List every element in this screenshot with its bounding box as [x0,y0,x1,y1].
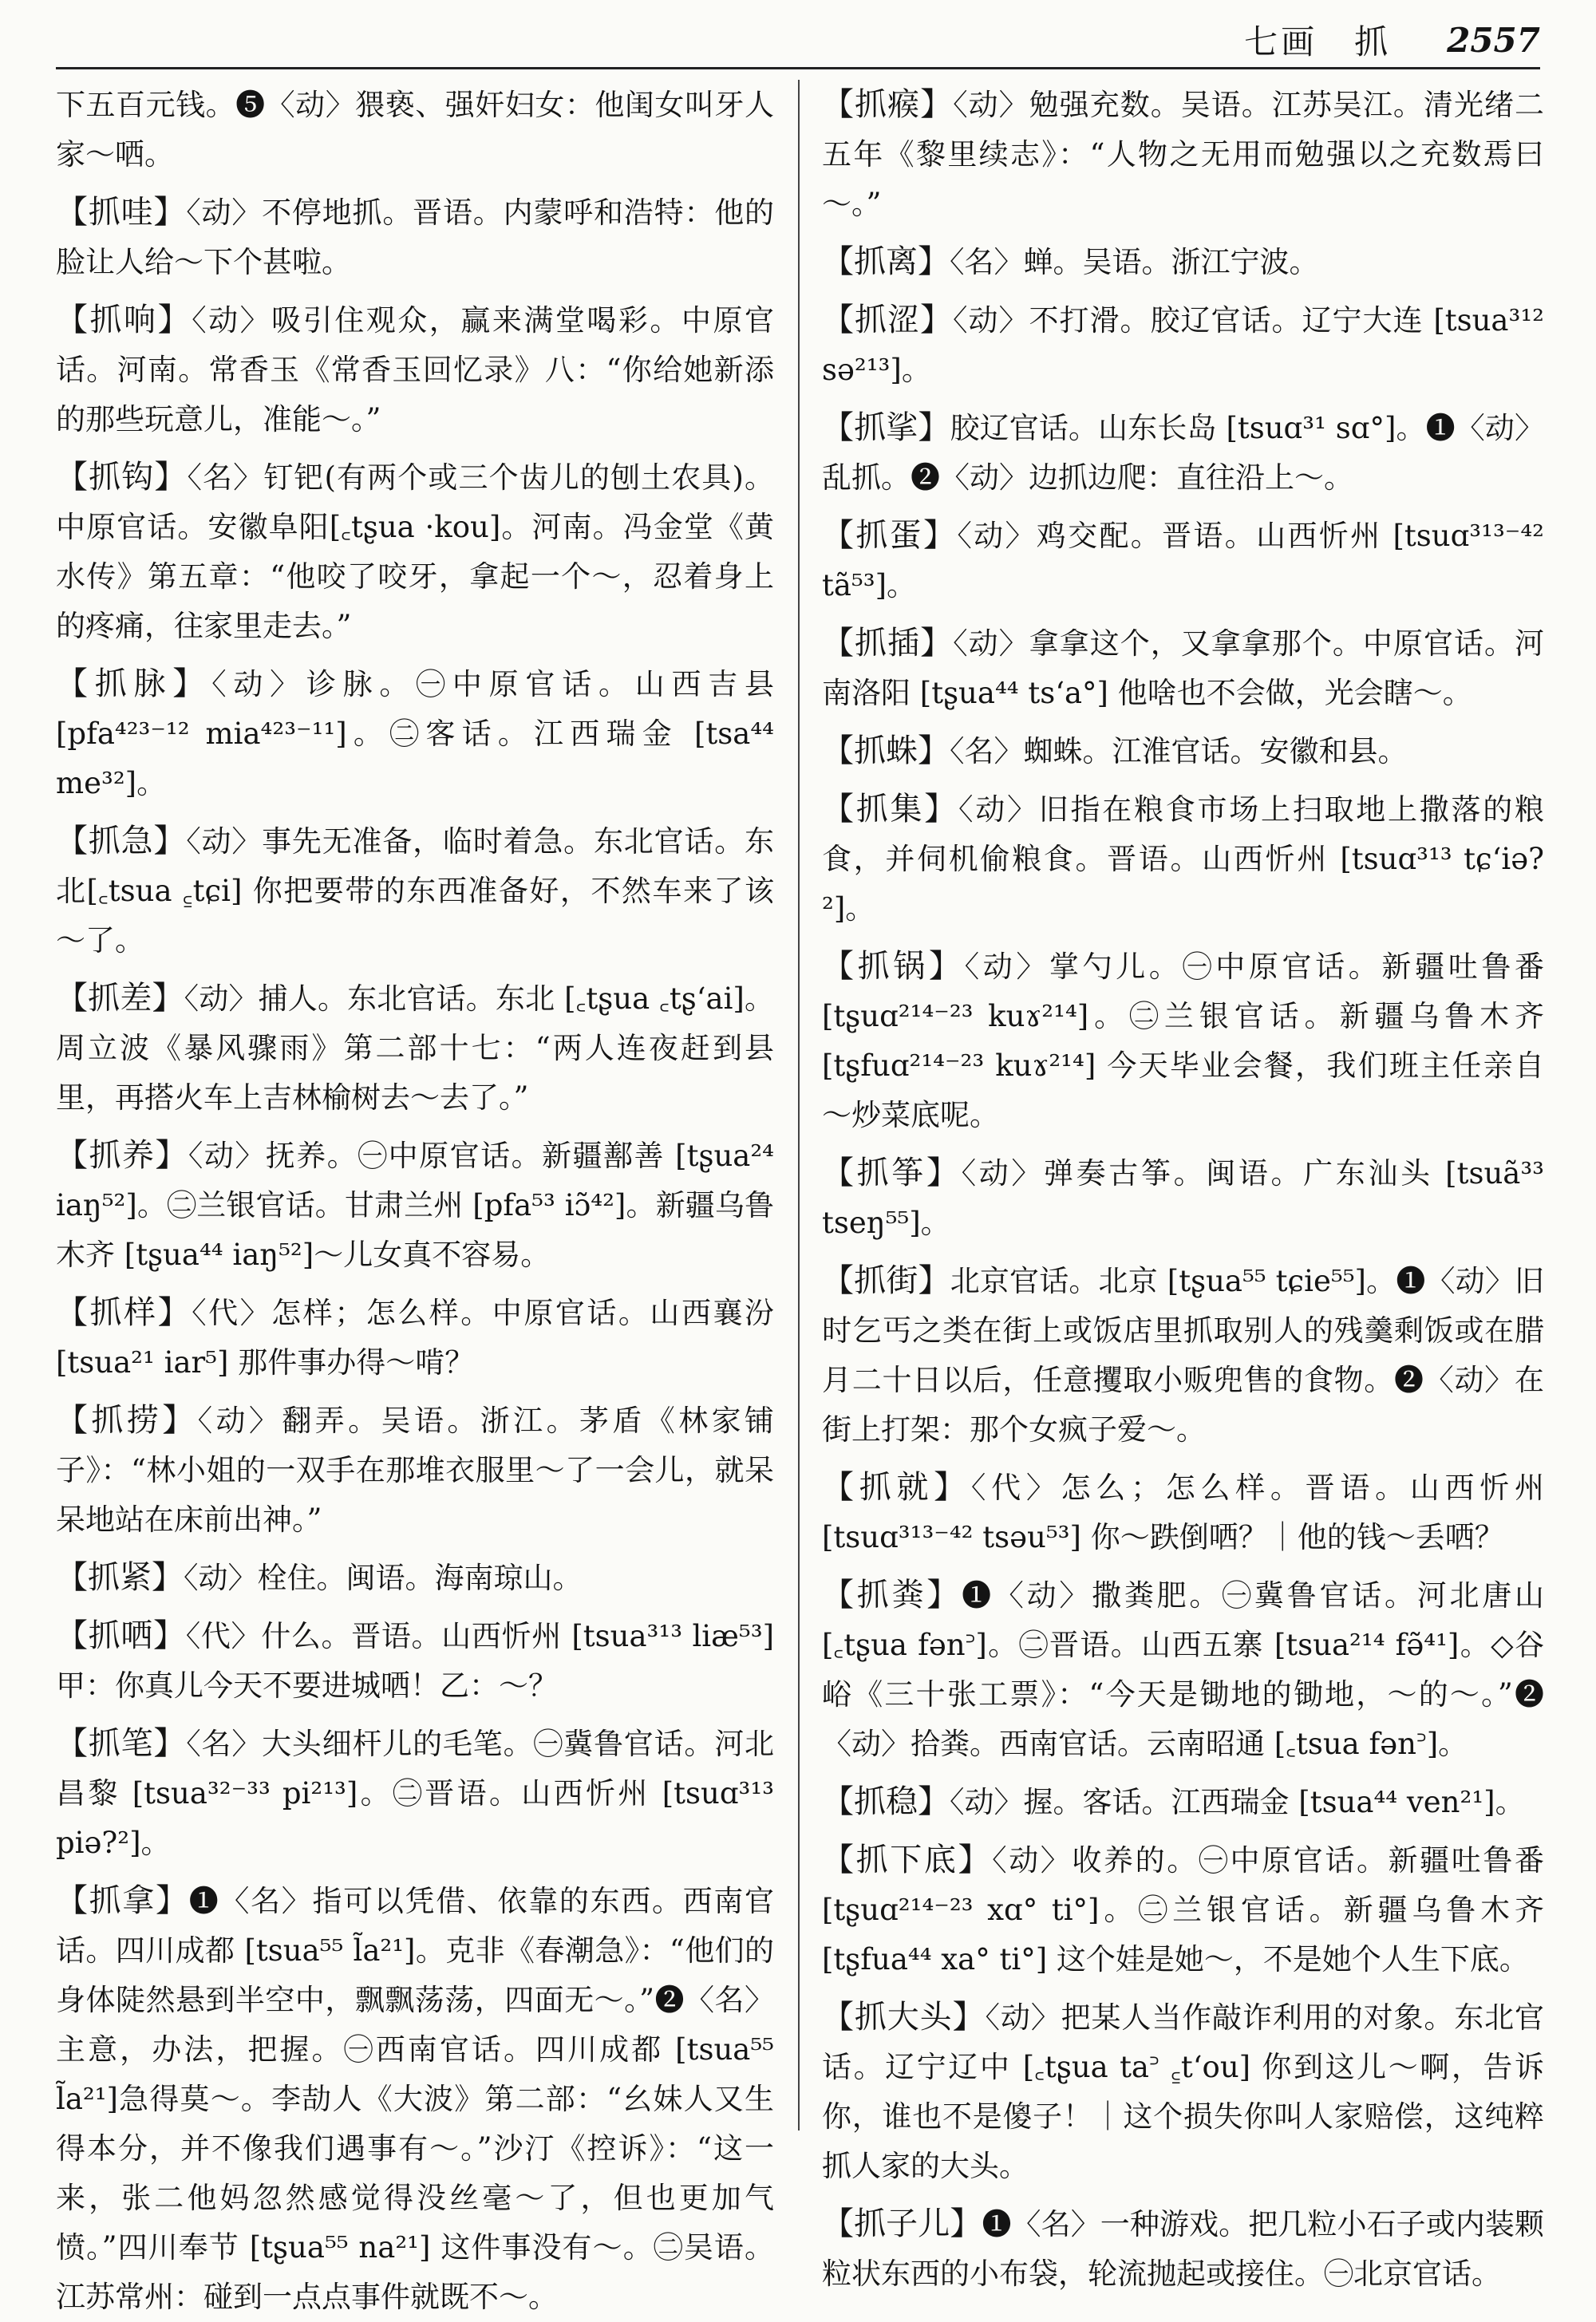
dictionary-entry [56,1876,774,2322]
entry-body: 〈动〉事先无准备，临时着急。东北官话。东北[꜀tsua ꜁tɕi] 你把要带的东西准备好，不然车来了该～了。 [56,824,775,958]
entry-headword: 【抓蛋】 [822,517,958,554]
entry-body: 〈动〉鸡交配。晋语。山西忻州 [tsuɑ³¹³⁻⁴² tã⁵³]。 [822,519,1544,602]
entry-headword: 【抓捞】 [56,1402,198,1439]
entry-headword: 【抓子儿】 [822,2206,982,2242]
dictionary-entry [822,403,1544,503]
entry-body: 〈代〉怎么；怎么样。晋语。山西忻州 [tsuɑ³¹³⁻⁴² tsəu⁵³] 你～跌倒哂？｜他的钱～丢哂？ [822,1471,1545,1554]
entry-headword: 【抓钩】 [56,459,188,496]
dictionary-entry [822,1835,1544,1984]
entry-headword: 【抓哇】 [56,194,187,231]
dictionary-entry [56,1553,774,1603]
entry-headword: 【抓离】 [822,243,950,280]
entry-body: 〈动〉旧指在粮食市场上扫取地上撒落的粮食，并伺机偷粮食。晋语。山西忻州 [tsuɑ³¹³ tɕ‘iə?²]。 [822,792,1544,926]
dictionary-entry [822,1256,1544,1455]
dictionary-entry [822,726,1544,776]
entry-headword: 【抓挲】 [822,409,950,446]
entry-headword: 【抓差】 [56,980,184,1017]
page-number: 2557 [1447,20,1540,60]
entry-headword: 【抓大头】 [822,1999,986,2036]
dictionary-entry [56,452,774,651]
entry-body: 〈名〉钉钯(有两个或三个齿儿的刨土农具)。中原官话。安徽阜阳[꜀tʂua ·kou]。河南。冯金堂《黄水传》第五章：“他咬了咬牙，拿起一个～，忍着身上的疼痛，往家里走去。” [56,460,774,643]
entry-headword: 【抓响】 [56,302,192,338]
entry-body: 〈动〉抚养。㊀中原官话。新疆鄯善 [tʂua²⁴ iaŋ⁵²]。㊁兰银官话。甘肃兰州 [pfa⁵³ iɔ̃⁴²]。新疆乌鲁木齐 [tʂua⁴⁴ iaŋ⁵²]～儿女真不容易。 [56,1139,775,1272]
entry-body: 北京官话。北京 [tʂua⁵⁵ tɕie⁵⁵]。❶〈动〉旧时乞丐之类在街上或饭店里抓取别人的残羹剩饭或在腊月二十日以后，任意攫取小贩兜售的食物。❷〈动〉在街上打架：那个女疯子爱～。 [822,1264,1545,1447]
entry-body: 〈代〉怎样；怎么样。中原官话。山西襄汾 [tsua²¹ iar⁵] 那件事办得～啃？ [56,1296,775,1380]
dictionary-entry [56,80,774,180]
dictionary-entry [56,1611,774,1711]
dictionary-entry [822,1777,1544,1827]
dictionary-entry [822,80,1544,229]
entry-headword: 【抓锅】 [822,948,965,985]
dictionary-entry [56,973,774,1123]
entry-headword: 【抓哂】 [56,1617,186,1654]
entry-body: 〈动〉收养的。㊀中原官话。新疆吐鲁番 [tʂuɑ²¹⁴⁻²³ xɑ° ti°]。㊁兰银官话。新疆乌鲁木齐 [tʂfua⁴⁴ xa° ti°] 这个娃是她～，不是她个人生下底。 [822,1843,1545,1976]
entry-body: 〈代〉什么。晋语。山西忻州 [tsua³¹³ liæ⁵³] 甲：你真儿今天不要进城哂！乙：～？ [56,1619,774,1703]
dictionary-entry [822,1570,1544,1769]
entry-headword: 【抓急】 [56,823,187,859]
dictionary-entry [822,1148,1544,1248]
entry-body: 〈动〉拿拿这个，又拿拿那个。中原官话。河南洛阳 [tʂua⁴⁴ ts‘a°] 他啥也不会做，光会瞎～。 [822,626,1545,710]
page-header [56,14,1540,65]
entry-headword: 【抓下底】 [822,1842,993,1878]
entry-body: 〈动〉栓住。闽语。海南琼山。 [184,1561,583,1595]
left-column [56,80,775,2314]
entry-body: 〈动〉不打滑。胶辽官话。辽宁大连 [tsua³¹² sə²¹³]。 [822,303,1544,387]
entry-headword: 【抓集】 [822,791,958,827]
header-rule [56,67,1540,69]
dictionary-entry [822,511,1544,610]
dictionary-entry [56,659,774,808]
dictionary-entry [822,1992,1544,2191]
entry-headword: 【抓养】 [56,1137,188,1174]
entry-body: ❶〈名〉指可以凭借、依靠的东西。西南官话。四川成都 [tsua⁵⁵ l̃a²¹]。克非《春潮急》：“他们的身体陡然悬到半空中，飘飘荡荡，四面无～。”❷〈名〉主意，办法，把握。㊀西南官话。四川成都 [tsua⁵⁵ l̃a²¹]急得莫～。李劼人《大波》第二部：“幺妹人又生得本分，并不像我们遇事有～。”沙汀《控诉》：“这一来，张二他妈忽然感觉得没丝毫～了，但也更加气愤。”四川奉节 [tʂua⁵⁵ na²¹] 这件事没有～。㊁吴语。江苏常州：碰到一点点事件就既不～。 [56,1884,775,2314]
dictionary-entry [822,2199,1544,2299]
dictionary-entry [56,1719,774,1868]
entry-body: ❶〈名〉一种游戏。把几粒小石子或内装颗粒状东西的小布袋，轮流抛起或接住。㊀北京官话。 [822,2207,1545,2291]
entry-body: 〈动〉把某人当作敲诈利用的对象。东北官话。辽宁辽中 [꜀tʂua ta꜄ ꜁t‘ou] 你到这儿～啊，告诉你，谁也不是傻子！｜这个损失你叫人家赔偿，这纯粹抓人家的大头。 [822,2000,1545,2183]
entry-body: ❶〈动〉撒粪肥。㊀冀鲁官话。河北唐山 [꜀tʂua fən꜄]。㊁晋语。山西五寨 [tsua²¹⁴ fə̃⁴¹]。◇谷峪《三十张工票》：“今天是锄地的锄地，～的～。”❷〈动〉拾粪。西南官话。云南昭通 [꜀tsua fən꜄]。 [822,1578,1545,1761]
entry-body: 〈动〉捕人。东北官话。东北 [꜀tʂua ꜀tʂ‘ai]。周立波《暴风骤雨》第二部十七：“两人连夜赶到县里，再搭火车上吉林榆树去～去了。” [56,981,774,1115]
entry-body: 〈动〉弹奏古筝。闽语。广东汕头 [tsuã³³ tseŋ⁵⁵]。 [822,1156,1544,1240]
entry-headword: 【抓瘊】 [822,86,954,123]
entry-body: 〈动〉吸引住观众，赢来满堂喝彩。中原官话。河南。常香玉《常香玉回忆录》八：“你给她新添的那些玩意儿，准能～。” [56,303,775,436]
entry-headword: 【抓紧】 [56,1559,184,1596]
right-column [822,80,1545,2291]
column-divider [798,80,800,2130]
entry-body: 胶辽官话。山东长岛 [tsuɑ³¹ sɑ°]。❶〈动〉乱抓。❷〈动〉边抓边爬：直往沿上～。 [822,411,1544,495]
entry-body: 〈动〉勉强充数。吴语。江苏吴江。清光绪二五年《黎里续志》：“人物之无用而勉强以之充数焉曰～。” [822,88,1545,221]
entry-headword: 【抓筝】 [822,1155,962,1191]
dictionary-entry [56,295,774,444]
dictionary-entry [822,942,1544,1140]
entry-headword: 【抓样】 [56,1294,192,1331]
section-heading: 七画 抓 [1244,22,1392,61]
dictionary-entry [56,816,774,966]
dictionary-entry [822,295,1544,395]
entry-body: 〈名〉大头细杆儿的毛笔。㊀冀鲁官话。河北昌黎 [tsua³²⁻³³ pi²¹³]。㊁晋语。山西忻州 [tsuɑ³¹³ piə?²]。 [56,1727,775,1860]
dictionary-entry [56,1396,774,1545]
entry-body: 〈名〉蜘蛛。江淮官话。安徽和县。 [950,734,1408,768]
entry-headword: 【抓稳】 [822,1783,950,1820]
dictionary-entry [822,618,1544,718]
dictionary-entry [822,237,1544,287]
entry-headword: 【抓笔】 [56,1725,187,1762]
dictionary-entry [56,1288,774,1388]
entry-body: 下五百元钱。❺〈动〉猥亵、强奸妇女：他闺女叫牙人家～哂。 [56,88,774,172]
entry-headword: 【抓拿】 [56,1882,189,1919]
entry-headword: 【抓粪】 [822,1577,962,1613]
entry-headword: 【抓蛛】 [822,733,950,769]
entry-body: 〈动〉掌勺儿。㊀中原官话。新疆吐鲁番 [tʂuɑ²¹⁴⁻²³ kuɤ²¹⁴]。㊁兰银官话。新疆乌鲁木齐 [tʂfuɑ²¹⁴⁻²³ kuɤ²¹⁴] 今天毕业会餐，我们班主任亲自～炒菜底呢。 [822,950,1545,1132]
dictionary-entry [56,1131,774,1280]
entry-headword: 【抓涩】 [822,302,954,338]
dictionary-entry [822,1463,1544,1562]
entry-body: 〈名〉蝉。吴语。浙江宁波。 [950,245,1319,279]
entry-headword: 【抓插】 [822,625,954,661]
entry-headword: 【抓街】 [822,1262,950,1299]
entry-body: 〈动〉不停地抓。晋语。内蒙呼和浩特：他的脸让人给～下个甚啦。 [56,195,775,279]
entry-body: 〈动〉握。客话。江西瑞金 [tsua⁴⁴ ven²¹]。 [950,1785,1525,1819]
dictionary-entry [822,784,1544,934]
entry-headword: 【抓就】 [822,1469,971,1506]
dictionary-entry [56,188,774,287]
entry-headword: 【抓脉】 [56,665,212,702]
entry-body: 〈动〉翻弄。吴语。浙江。茅盾《林家铺子》：“林小姐的一双手在那堆衣服里～了一会儿，就呆呆地站在床前出神。” [56,1404,775,1537]
entry-body: 〈动〉诊脉。㊀中原官话。山西吉县 [pfa⁴²³⁻¹² mia⁴²³⁻¹¹]。㊁客话。江西瑞金 [tsa⁴⁴ me³²]。 [56,667,775,800]
